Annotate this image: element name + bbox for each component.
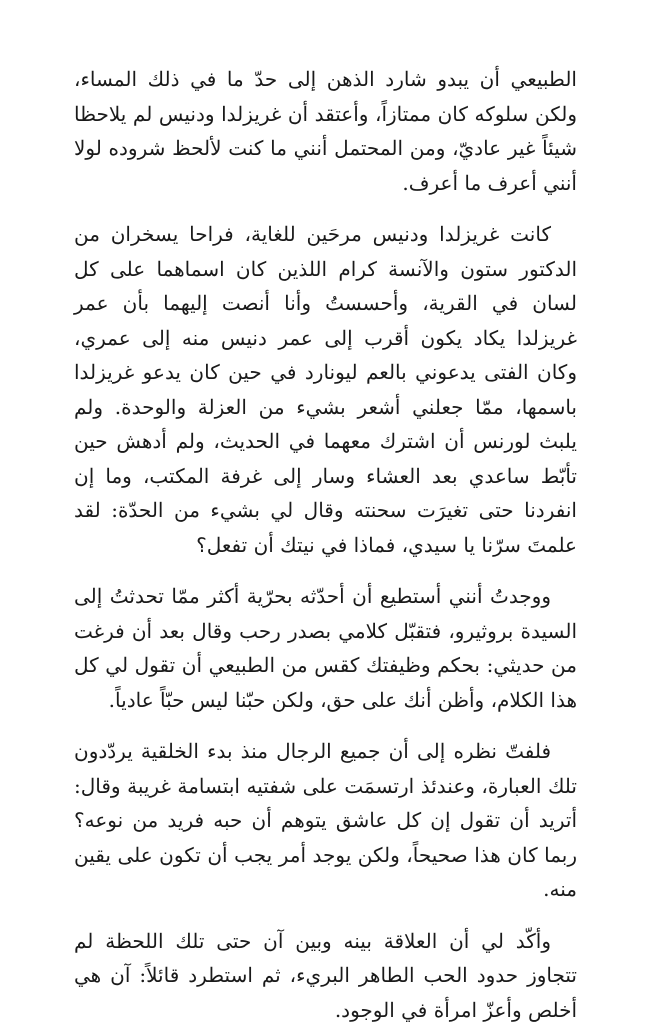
paragraph-3: ووجدتُ أنني أستطيع أن أحدّثه بحرّية أكثر ممّا تحدثتُ إلى السيدة بروثيرو، فتقبّل كلامي بصدر رحب وقال بعد أن فرغت من حديثي: بحكم وظيفتك كقس من الطبيعي أن تقول لي كل هذا الكلام، وأظن أنك على حق، ولكن حبّنا ليس حبّاً عادياً. bbox=[74, 579, 577, 717]
book-page bbox=[74, 62, 577, 990]
paragraph-2: كانت غريزلدا ودنيس مرحَين للغاية، فراحا يسخران من الدكتور ستون والآنسة كرام اللذين كان اسماهما على كل لسان في القرية، وأحسستُ وأنا أنصت إليهما بأن عمر غريزلدا يكاد يكون أقرب إلى عمر دنيس منه إلى عمري، وكان الفتى يدعوني بالعم ليونارد في حين كان يدعو غريزلدا باسمها، ممّا جعلني أشعر بشيء من العزلة والوحدة. ولم يلبث لورنس أن اشترك معهما في الحديث، ولم أدهش حين تأبّط ساعدي بعد العشاء وسار إلى غرفة المكتب، وما إن انفردنا حتى تغيرَت سحنته وقال لي بشيء من الحدّة: لقد علمتَ سرّنا يا سيدي، فماذا في نيتك أن تفعل؟ bbox=[74, 217, 577, 562]
paragraph-5: وأكّد لي أن العلاقة بينه وبين آن حتى تلك اللحظة لم تتجاوز حدود الحب الطاهر البريء، ثم استطرد قائلاً: آن هي أخلص وأعزّ امرأة في الوجود. bbox=[74, 924, 577, 1027]
paragraph-1: الطبيعي أن يبدو شارد الذهن إلى حدّ ما في ذلك المساء، ولكن سلوكه كان ممتازاً، وأعتقد أن غريزلدا ودنيس لم يلاحظا شيئاً غير عاديّ، ومن المحتمل أنني ما كنت لألحظ شروده لولا أنني أعرف ما أعرف. bbox=[74, 62, 577, 200]
paragraph-4: فلفتّ نظره إلى أن جميع الرجال منذ بدء الخلقية يردّدون تلك العبارة، وعندئذ ارتسمَت على شفتيه ابتسامة غريبة وقال: أتريد أن تقول إن كل عاشق يتوهم أن حبه فريد من نوعه؟ ربما كان هذا صحيحاً، ولكن يوجد أمر يجب أن تكون على يقين منه. bbox=[74, 734, 577, 907]
